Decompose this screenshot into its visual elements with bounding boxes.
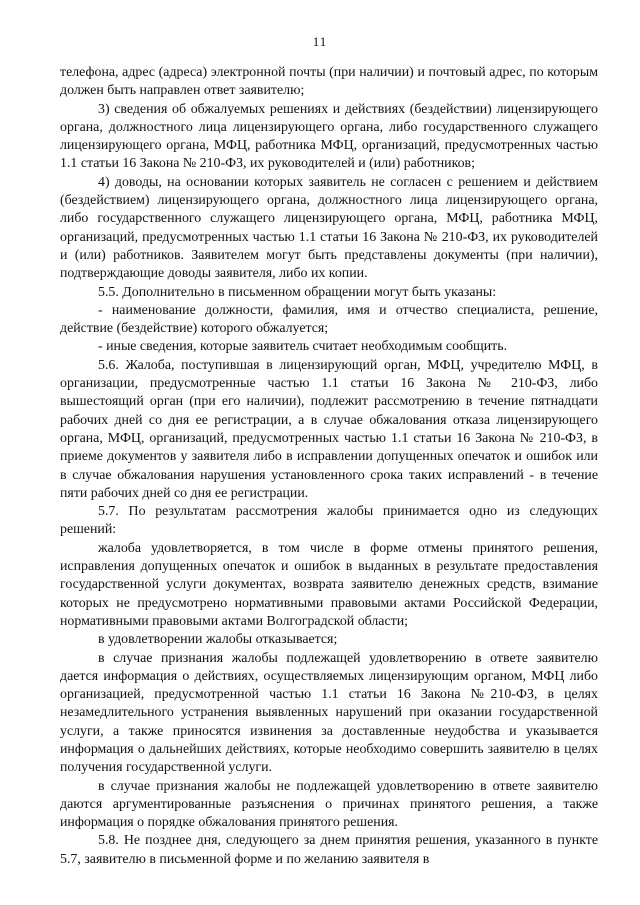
paragraph-5-8: 5.8. Не позднее дня, следующего за днем принятия решения, указанного в пункте 5.7, заявителю в письменной форме и по желанию заявителя в xyxy=(60,833,598,867)
paragraph-5-7-option-2: в удовлетворении жалобы отказывается; xyxy=(98,632,338,648)
paragraph-item-3: 3) сведения об обжалуемых решениях и действиях (бездействии) лицензирующего органа, должностного лица лицензирующего органа, либо государственного служащего лицензирующего органа, МФЦ, работника МФЦ, организаций, предусмотренных частью 1.1 статьи 16 Закона № 210-ФЗ, их руководителей и (или) работников; xyxy=(60,101,598,172)
paragraph-5-7: 5.7. По результатам рассмотрения жалобы принимается одно из следующих решений: xyxy=(60,504,598,538)
document-body xyxy=(60,64,598,869)
paragraph-5-5: 5.5. Дополнительно в письменном обращении могут быть указаны: xyxy=(98,284,497,300)
paragraph-5-7-satisfied: в случае признания жалобы подлежащей удовлетворению в ответе заявителю дается информация о действиях, осуществляемых лицензирующим органом, МФЦ либо организацией, предусмотренной частью 1.1 статьи 16 Закона №210-ФЗ, в целях незамедлительного устранения выявленных нарушений при оказании государственной услуги, а также приносятся извинения за доставленные неудобства и указывается информация о дальнейших действиях, которые необходимо совершить заявителю в целях получения государственной услуги. xyxy=(60,650,598,776)
paragraph-5-5-bullet-2: - иные сведения, которые заявитель считает необходимым сообщить. xyxy=(98,339,508,355)
paragraph-5-7-option-1: жалоба удовлетворяется, в том числе в форме отмены принятого решения, исправления допущенных опечаток и ошибок в выданных в результате предоставления государственной услуги документах, возврата заявителю денежных средств, взимание которых не предусмотрено нормативными правовыми актами Российской Федерации, нормативными правовыми актами Волгоградской области; xyxy=(60,540,598,629)
paragraph-5-6: 5.6. Жалоба, поступившая в лицензирующий орган, МФЦ, учредителю МФЦ, в организации, предусмотренные частью 1.1 статьи 16 Закона № 210-ФЗ, либо вышестоящий орган (при его наличии), подлежит рассмотрению в течение пятнадцати рабочих дней со дня ее регистрации, а в случае обжалования отказа лицензирующего органа, МФЦ, организаций, предусмотренных частью 1.1 статьи 16 Закона № 210-ФЗ, в приеме документов у заявителя либо в исправлении допущенных опечаток и ошибок или в случае обжалования нарушения установленного срока таких исправлений - в течение пяти рабочих дней со дня ее регистрации. xyxy=(60,357,598,501)
paragraph-5-5-bullet-1: - наименование должности, фамилия, имя и отчество специалиста, решение, действие (бездействие) которого обжалуется; xyxy=(60,302,598,337)
paragraph-continuation: телефона, адрес (адреса) электронной почты (при наличии) и почтовый адрес, по которым должен быть направлен ответ заявителю; xyxy=(60,65,598,99)
paragraph-5-7-rejected: в случае признания жалобы не подлежащей удовлетворению в ответе заявителю даются аргументированные разъяснения о причинах принятого решения, а также информация о порядке обжалования принятого решения. xyxy=(60,778,598,831)
page-number: 11 xyxy=(312,34,328,49)
paragraph-item-4: 4) доводы, на основании которых заявитель не согласен с решением и действием (бездействием) лицензирующего органа, должностного лица лицензирующего органа, либо государственного служащего лицензирующего органа, МФЦ, работника МФЦ, организаций, предусмотренных частью 1.1 статьи 16 Закона № 210-ФЗ, их руководителей и (или) работников. Заявителем могут быть представлены документы (при наличии), подтверждающие доводы заявителя, либо их копии. xyxy=(60,174,598,282)
